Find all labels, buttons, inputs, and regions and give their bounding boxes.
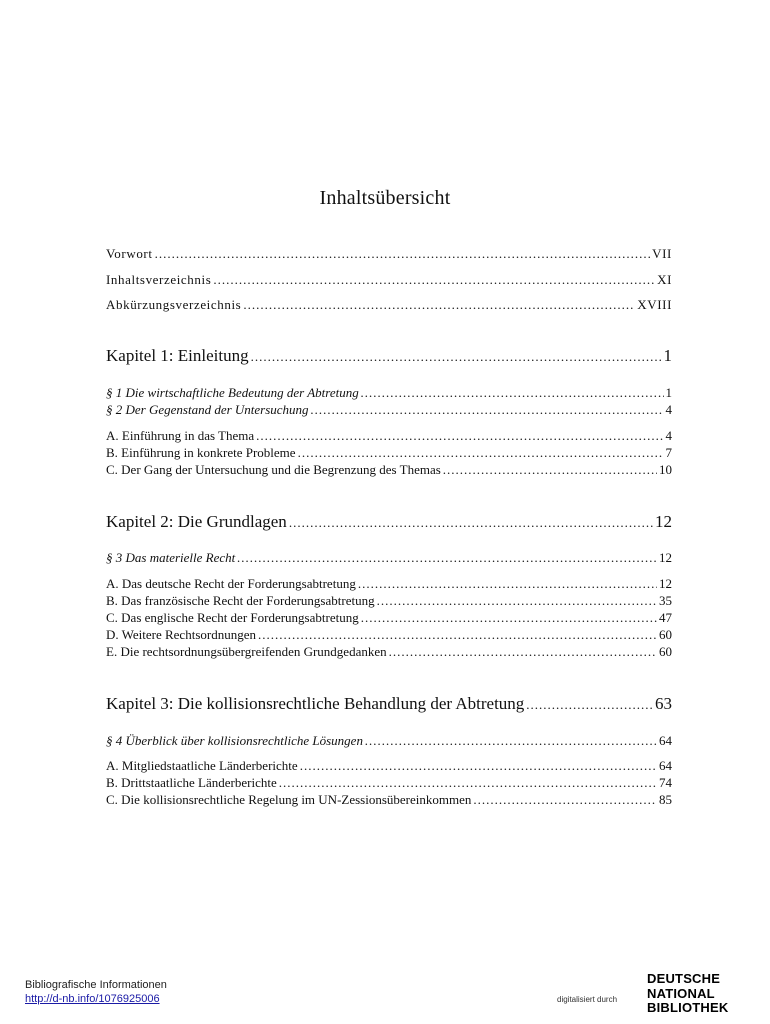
toc-entry-vorwort[interactable]: [106, 246, 672, 262]
toc-item[interactable]: [106, 792, 672, 808]
dnb-logo-line: DEUTSCHE: [647, 971, 721, 986]
toc-item[interactable]: [106, 576, 672, 592]
toc-item-label: A. Mitgliedstaatliche Länderberichte: [106, 758, 298, 773]
toc-item[interactable]: [106, 758, 672, 774]
bibliographic-info-link[interactable]: http://d-nb.info/1076925006: [25, 993, 160, 1005]
toc-chapter-label: Kapitel 2: Die Grundlagen: [106, 512, 287, 531]
dot-leader: [443, 462, 657, 478]
toc-item-page: 10: [659, 462, 672, 477]
toc-item-page: 85: [659, 792, 672, 807]
toc-item[interactable]: [106, 610, 672, 626]
toc-entry-label: Inhaltsverzeichnis: [106, 272, 212, 287]
dot-leader: [300, 758, 657, 774]
bibliographic-info: [25, 978, 167, 1006]
toc-section-4[interactable]: [106, 733, 672, 749]
toc-item[interactable]: [106, 644, 672, 660]
toc-item-page: 60: [659, 627, 672, 642]
toc-entry-label: Vorwort: [106, 246, 153, 261]
dot-leader: [526, 695, 653, 715]
toc-chapter-label: Kapitel 1: Einleitung: [106, 346, 249, 365]
dot-leader: [279, 775, 657, 791]
dot-leader: [389, 644, 657, 660]
toc-item-label: C. Die kollisionsrechtliche Regelung im UN-Zessionsübereinkommen: [106, 792, 472, 807]
toc-item[interactable]: [106, 593, 672, 609]
toc-chapter-page: 1: [663, 346, 672, 365]
dot-leader: [243, 297, 635, 313]
toc-section-page: 12: [659, 550, 672, 565]
toc-item-label: C. Der Gang der Untersuchung und die Begrenzung des Themas: [106, 462, 441, 477]
toc-section-page: 64: [659, 733, 672, 748]
toc-section-page: 1: [665, 385, 672, 400]
dnb-logo: [645, 970, 763, 1016]
toc-item-page: 60: [659, 644, 672, 659]
toc-entry-label: Abkürzungsverzeichnis: [106, 297, 242, 312]
toc-chapter-3[interactable]: [106, 694, 672, 715]
toc-item-label: B. Das französische Recht der Forderungsabtretung: [106, 593, 375, 608]
digitized-by-label: digitalisiert durch: [557, 995, 618, 1004]
dot-leader: [289, 513, 653, 533]
toc-item-page: 74: [659, 775, 672, 790]
dot-leader: [237, 550, 657, 566]
toc-entry-page: XVIII: [637, 297, 672, 312]
toc-section-1[interactable]: [106, 385, 672, 401]
toc-item-label: B. Drittstaatliche Länderberichte: [106, 775, 277, 790]
toc-item-label: A. Einführung in das Thema: [106, 428, 255, 443]
dot-leader: [311, 402, 664, 418]
toc-section-label: § 4 Überblick über kollisionsrechtliche Lösungen: [106, 733, 363, 748]
dnb-logo-line: BIBLIOTHEK: [647, 1000, 729, 1015]
toc-item-label: A. Das deutsche Recht der Forderungsabtretung: [106, 576, 356, 591]
dnb-logo-line: NATIONAL: [647, 986, 715, 1001]
page-title: Inhaltsübersicht: [319, 187, 451, 209]
toc-item-page: 64: [659, 758, 672, 773]
toc-item[interactable]: [106, 445, 672, 461]
toc-item-label: B. Einführung in konkrete Probleme: [106, 445, 296, 460]
toc-item[interactable]: [106, 775, 672, 791]
toc-section-page: 4: [665, 402, 672, 417]
dot-leader: [256, 428, 663, 444]
bibliographic-info-label: Bibliografische Informationen: [25, 979, 167, 991]
toc-item-label: C. Das englische Recht der Forderungsabtretung: [106, 610, 359, 625]
toc-item[interactable]: [106, 428, 672, 444]
dot-leader: [377, 593, 657, 609]
toc-item[interactable]: [106, 462, 672, 478]
toc-entry-abkuerzungsverzeichnis[interactable]: [106, 297, 672, 313]
toc-item-page: 7: [665, 445, 672, 460]
dot-leader: [155, 246, 651, 262]
toc-item[interactable]: [106, 627, 672, 643]
toc-section-3[interactable]: [106, 550, 672, 566]
dot-leader: [358, 576, 657, 592]
toc-entry-inhaltsverzeichnis[interactable]: [106, 272, 672, 288]
dot-leader: [473, 792, 657, 808]
dot-leader: [298, 445, 664, 461]
toc-section-label: § 2 Der Gegenstand der Untersuchung: [106, 402, 309, 417]
toc-chapter-page: 12: [655, 512, 672, 531]
toc-chapter-2[interactable]: [106, 512, 672, 533]
dot-leader: [258, 627, 657, 643]
toc-item-page: 4: [665, 428, 672, 443]
toc-entry-page: VII: [652, 246, 672, 261]
toc-item-label: E. Die rechtsordnungsübergreifenden Grundgedanken: [106, 644, 387, 659]
dot-leader: [213, 272, 655, 288]
toc-chapter-label: Kapitel 3: Die kollisionsrechtliche Behandlung der Abtretung: [106, 694, 525, 713]
toc-entry-page: XI: [657, 272, 672, 287]
toc-section-label: § 1 Die wirtschaftliche Bedeutung der Abtretung: [106, 385, 359, 400]
toc-chapter-page: 63: [655, 694, 672, 713]
dot-leader: [365, 733, 657, 749]
toc-item-page: 47: [659, 610, 672, 625]
toc-item-page: 35: [659, 593, 672, 608]
toc-item-label: D. Weitere Rechtsordnungen: [106, 627, 256, 642]
dot-leader: [361, 610, 657, 626]
toc-item-page: 12: [659, 576, 672, 591]
toc-chapter-1[interactable]: [106, 346, 672, 367]
toc-section-label: § 3 Das materielle Recht: [106, 550, 236, 565]
toc-section-2[interactable]: [106, 402, 672, 418]
dot-leader: [251, 347, 662, 367]
dot-leader: [361, 385, 664, 401]
